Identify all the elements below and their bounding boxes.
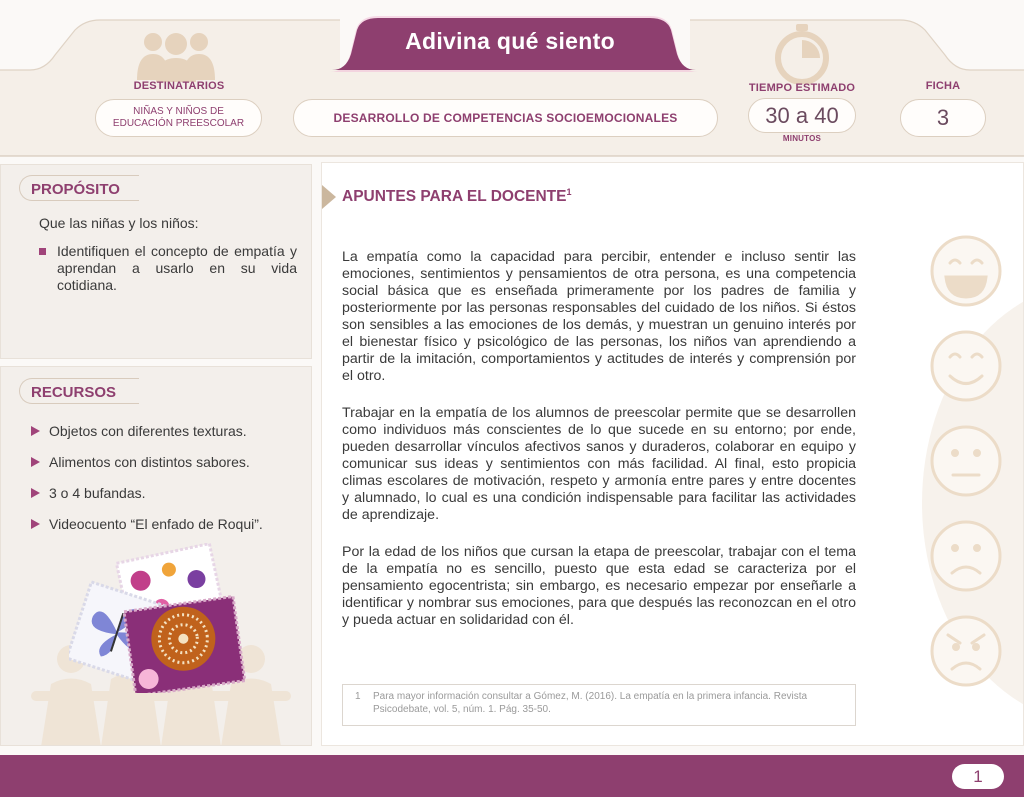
- page-title: Adivina qué siento: [405, 28, 615, 54]
- title-arrow-icon: [322, 185, 336, 209]
- recursos-list: [31, 423, 301, 547]
- recursos-panel: [0, 366, 312, 746]
- destinatarios-line2: EDUCACIÓN PREESCOLAR: [112, 118, 245, 129]
- main-panel: [321, 162, 1024, 746]
- list-item: [35, 243, 297, 294]
- smiling-face-icon: [932, 332, 1000, 400]
- people-icon: [133, 30, 219, 82]
- proposito-item-text: Identifiquen el concepto de empatía y aprendan a usarlo en su vida cotidiana.: [57, 243, 297, 293]
- proposito-list: [35, 243, 297, 294]
- recursos-title: RECURSOS: [31, 384, 117, 401]
- recurso-text: Objetos con diferentes texturas.: [49, 423, 247, 439]
- bullet-square-icon: [39, 248, 46, 255]
- sad-face-icon: [932, 522, 1000, 590]
- proposito-intro: Que las niñas y los niños:: [39, 215, 199, 231]
- destinatarios-label: DESTINATARIOS: [133, 80, 225, 92]
- list-item: [31, 485, 301, 516]
- list-item: [31, 423, 301, 454]
- list-item: [31, 454, 301, 485]
- footer-bar: [0, 755, 1024, 797]
- angry-face-icon: [932, 617, 1000, 685]
- tiempo-unit: MINUTOS: [782, 134, 822, 143]
- paragraph-2: Trabajar en la empatía de los alumnos de preescolar permite que se desarrollen como individuos más conscientes de lo que sucede en su entorno; por ende, pueden desarrollar vínculos afectivos sanos y duraderos, colaborar en equipo y comunicar sus ideas y sentimientos con más facilidad. Al final, esto propicia climas escolares de motivación, respeto y armonía entre pares y entre docentes y alumnado, lo cual es una condición indispensable para facilitar las actividades de aprendizaje.: [342, 405, 856, 523]
- page-number: 1: [952, 764, 1004, 789]
- arrow-bullet-icon: [31, 457, 40, 467]
- footnote-ref: 1: [566, 187, 572, 197]
- ficha-label: FICHA: [925, 80, 961, 92]
- tiempo-value: 30 a 40: [748, 98, 856, 133]
- neutral-face-icon: [932, 427, 1000, 495]
- competencia-value: DESARROLLO DE COMPETENCIAS SOCIOEMOCIONALES: [293, 99, 718, 137]
- main-title: [342, 187, 572, 206]
- recurso-text: Videocuento “El enfado de Roqui”.: [49, 516, 263, 532]
- arrow-bullet-icon: [31, 426, 40, 436]
- main-title-text: APUNTES PARA EL DOCENTE: [342, 188, 567, 206]
- paragraph-1: La empatía como la capacidad para percibir, entender e incluso sentir las emociones, sentimientos y pensamientos de otra persona, es una competencia social básica que es enseñada primeramente por los padres de familia y posteriormente por las personas responsables del cuidado de los niños. Si éstos son sensibles a las emociones de los demás, y muestran un genuino interés por el bienestar físico y psicológico de las personas, los niños van aprendiendo a partir de la imitación, comportamientos y actitudes de interés y comprensión por el otro.: [342, 249, 856, 384]
- footnote-text: Para mayor información consultar a Gómez, M. (2016). La empatía en la primera infancia. Revista Psicodebate, vol. 5, núm. 1. Pág. 35-50.: [373, 691, 808, 715]
- ficha-value: 3: [900, 99, 986, 137]
- recurso-text: 3 o 4 bufandas.: [49, 485, 146, 501]
- fabric-swatches-illustration: [69, 543, 249, 693]
- stopwatch-icon: [774, 22, 830, 84]
- laughing-face-icon: [932, 237, 1000, 305]
- footnote-number: 1: [355, 691, 361, 702]
- emotion-faces: [928, 231, 1008, 691]
- footnote: [342, 684, 856, 726]
- tiempo-label: TIEMPO ESTIMADO: [748, 82, 856, 94]
- header: [0, 0, 1024, 158]
- destinatarios-value: [95, 99, 262, 137]
- destinatarios-line1: NIÑAS Y NIÑOS DE: [133, 106, 224, 117]
- arrow-bullet-icon: [31, 519, 40, 529]
- recurso-text: Alimentos con distintos sabores.: [49, 454, 250, 470]
- paragraph-3: Por la edad de los niños que cursan la etapa de preescolar, trabajar con el tema de la empatía no es sencillo, puesto que esta edad se caracteriza por el pensamiento egocentrista; sin embargo, es necesario empezar por enseñarle a identificar y nombrar sus emociones, para que después las reconozcan en el otro y pueda actuar en solidaridad con él.: [342, 544, 856, 628]
- proposito-panel: [0, 164, 312, 359]
- arrow-bullet-icon: [31, 488, 40, 498]
- proposito-title: PROPÓSITO: [31, 181, 120, 198]
